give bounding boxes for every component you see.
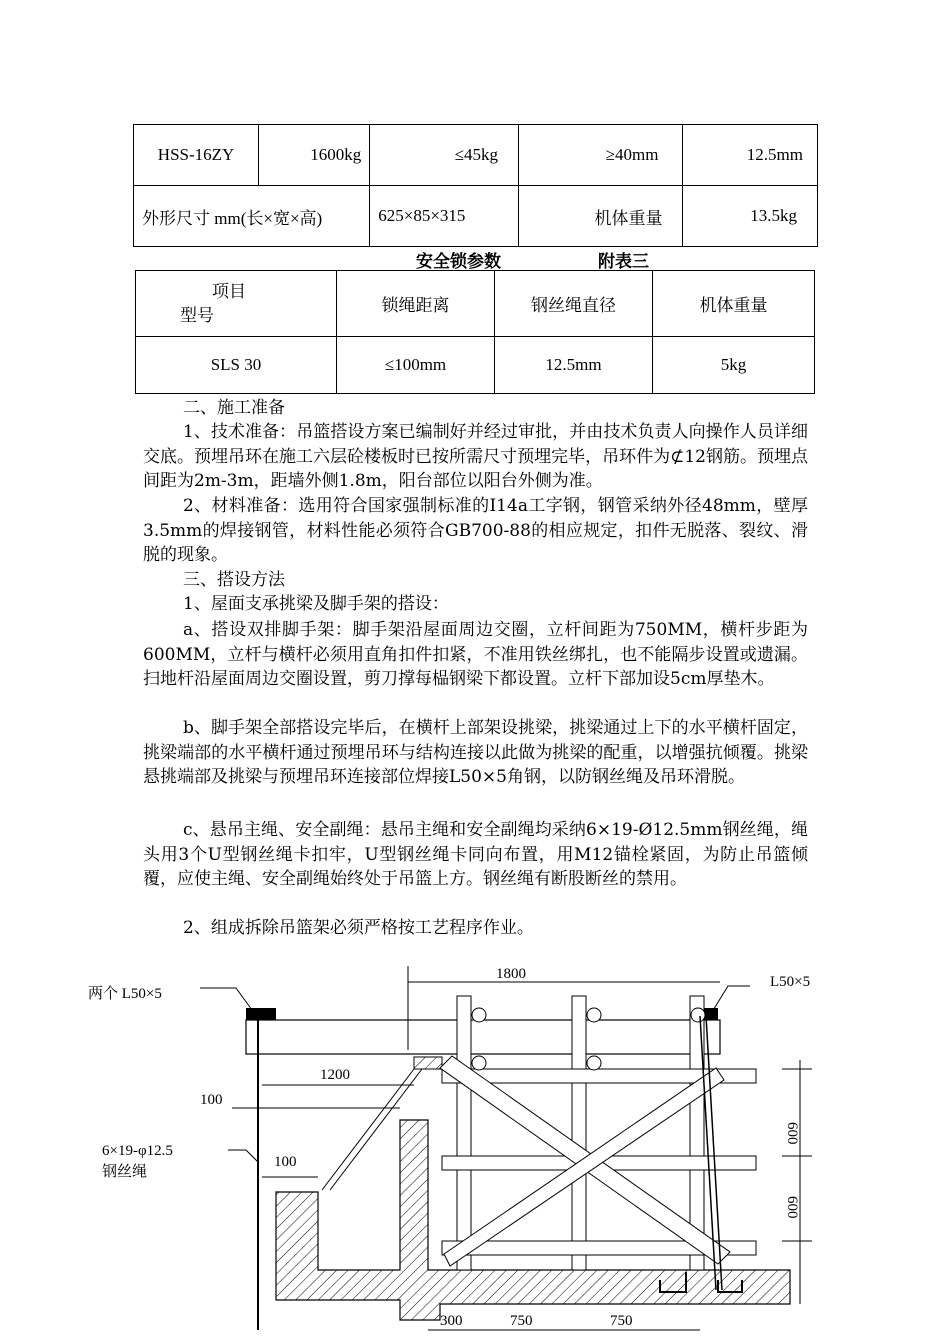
outrigger-beam: [246, 1020, 720, 1054]
rope-label: 6×19-φ12.5: [102, 1143, 173, 1159]
leader-line: [200, 988, 252, 1010]
dim-750: 750: [610, 1313, 633, 1329]
coupler: [472, 1008, 486, 1022]
label-left-angle: 两个 L50×5: [88, 986, 162, 1002]
rope-label: 钢丝绳: [102, 1164, 148, 1180]
coupler: [691, 1008, 705, 1022]
section-heading: 二、施工准备: [183, 398, 285, 418]
table-cell: ≤100mm: [337, 337, 495, 394]
building-wall: [276, 1120, 790, 1320]
table-cell: 12.5mm: [495, 337, 653, 394]
dim-100: 100: [200, 1092, 223, 1108]
header-model: 型号: [180, 305, 214, 325]
header-cell: 锁绳距离: [337, 271, 495, 337]
scaffold-post: [572, 996, 586, 1270]
coupler: [587, 1056, 601, 1070]
dim-600: 600: [784, 1196, 800, 1219]
dim-1200: 1200: [320, 1067, 350, 1083]
weight-label-cell: 机体重量: [519, 186, 683, 247]
paragraph: 2、组成拆除吊篮架必须严格按工艺程序作业。: [183, 918, 534, 938]
paragraph: 1、屋面支承挑梁及脚手架的搭设：: [183, 594, 449, 614]
dim-750: 750: [510, 1313, 533, 1329]
embedded-ring-block: [414, 1057, 442, 1069]
table-cell: ≥40mm: [519, 125, 683, 186]
table-cell: 12.5mm: [683, 125, 818, 186]
table-cell: 1600kg: [259, 125, 370, 186]
model-cell: HSS-16ZY: [134, 125, 259, 186]
dims-label-cell: 外形尺寸 mm(长×宽×高): [134, 186, 370, 247]
dim-600: 600: [784, 1122, 800, 1145]
header-item: 项目: [212, 281, 246, 301]
header-cell: 钢丝绳直径: [495, 271, 653, 337]
table-caption: 安全锁参数: [416, 252, 501, 272]
table-cell: ≤45kg: [370, 125, 519, 186]
scaffold-post: [457, 996, 471, 1270]
leader-line: [228, 1150, 258, 1162]
dims-value-cell: 625×85×315: [370, 186, 519, 247]
coupler: [472, 1056, 486, 1070]
coupler: [587, 1008, 601, 1022]
table-cell: 5kg: [653, 337, 815, 394]
table-cell: SLS 30: [136, 337, 337, 394]
header-cell: 机体重量: [653, 271, 815, 337]
angle-steel-left: [246, 1008, 276, 1020]
dim-100: 100: [274, 1154, 297, 1170]
paragraph: c、悬吊主绳、安全副绳：悬吊主绳和安全副绳均采纳6×19-Ø12.5mm钢丝绳，绳头用3个U型钢丝绳卡扣牢，U型钢丝绳卡同向布置，用M12锚栓紧固，为防止吊篮倾覆，应使主绳、安全副绳始终处于吊篮上方。钢丝绳有断股断丝的禁用。: [143, 820, 808, 889]
paragraph: b、脚手架全部搭设完毕后，在横杆上部架设挑梁，挑梁通过上下的水平横杆固定，挑梁端部的水平横杆通过预埋吊环与结构连接以此做为挑梁的配重，以增强抗倾覆。挑梁悬挑端部及挑梁与预埋吊环连接部位焊接L50×5角钢，以防钢丝绳及吊环滑脱。: [143, 718, 808, 787]
section-heading: 三、搭设方法: [183, 570, 285, 590]
weight-value-cell: 13.5kg: [683, 186, 818, 247]
dim-1800: 1800: [496, 966, 526, 982]
paragraph: 1、技术准备：吊篮搭设方案已编制好并经过审批，并由技术负责人向操作人员详细交底。预埋吊环在施工六层砼楼板时已按所需尺寸预埋完毕，吊环件为⊄12钢筋。预埋点间距为2m-3m，距墙外侧1.8m，阳台部位以阳台外侧为准。: [143, 422, 808, 491]
paragraph: 2、材料准备：选用符合国家强制标准的I14a工字钢，钢管采纳外径48mm，壁厚3.5mm的焊接钢管，材料性能必须符合GB700-88的相应规定，扣件无脱落、裂纹、滑脱的现象。: [143, 496, 808, 565]
dim-300: 300: [440, 1313, 463, 1329]
paragraph: a、搭设双排脚手架：脚手架沿屋面周边交圈，立杆间距为750MM，横杆步距为600MM，立杆与横杆必须用直角扣件扣紧，不准用铁丝绑扎，也不能隔步设置或遗漏。扫地杆沿屋面周边交圈设置，剪刀撑每榀钢梁下都设置。立杆下部加设5cm厚垫木。: [143, 620, 808, 689]
appendix-label: 附表三: [598, 252, 649, 272]
label-right-angle: L50×5: [770, 974, 811, 990]
